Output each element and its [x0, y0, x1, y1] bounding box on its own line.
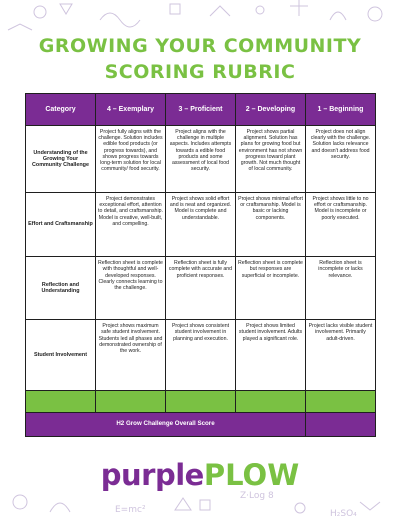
overall-score-cell[interactable]: [306, 412, 376, 436]
criteria-cell: Project shows limited student involvement. Adults played a significant role.: [236, 320, 306, 391]
header-exemplary: 4 – Exemplary: [96, 94, 166, 126]
category-cell: Understanding of the Growing Your Community Challenge: [26, 126, 96, 193]
criteria-cell: Project shows minimal effort or craftsmanship. Model is basic or lacking components.: [236, 193, 306, 257]
category-cell: Reflection and Understanding: [26, 257, 96, 320]
score-cell[interactable]: [166, 391, 236, 412]
criteria-cell: Project demonstrates exceptional effort, attention to detail, and craftsmanship. Model is creative, well-built, and compelling.: [96, 193, 166, 257]
criteria-cell: Project shows partial alignment. Solution has plans for growing food but environment has not shown progress toward plant growth. Not much thought of local community.: [236, 126, 306, 193]
overall-score-row: [26, 412, 376, 436]
score-cell[interactable]: [306, 391, 376, 412]
criteria-cell: Project shows consistent student involvement in planning and execution.: [166, 320, 236, 391]
page-title: [0, 33, 400, 85]
category-cell: Student Involvement: [26, 320, 96, 391]
logo-word-plow: PLOW: [203, 458, 300, 492]
criteria-cell: Reflection sheet is incomplete or lacks relevance.: [306, 257, 376, 320]
table-row: [26, 257, 376, 320]
criteria-cell: Reflection sheet is complete but responses are superficial or incomplete.: [236, 257, 306, 320]
title-line-2: SCORING RUBRIC: [104, 61, 296, 83]
logo-word-purple: purple: [100, 458, 204, 492]
criteria-cell: Project shows little to no effort or craftsmanship. Model is incomplete or poorly executed.: [306, 193, 376, 257]
header-proficient: 3 – Proficient: [166, 94, 236, 126]
criteria-cell: Project shows maximum safe student involvement. Students led all phases and demonstrated ownership of the work.: [96, 320, 166, 391]
table-row: [26, 126, 376, 193]
category-cell: Effort and Craftsmanship: [26, 193, 96, 257]
rubric-header-row: [26, 94, 376, 126]
title-line-1: GROWING YOUR COMMUNITY: [38, 35, 362, 57]
header-beginning: 1 – Beginning: [306, 94, 376, 126]
header-developing: 2 – Developing: [236, 94, 306, 126]
header-category: Category: [26, 94, 96, 126]
doodle-formula-h2so4: H₂SO₄: [330, 509, 357, 518]
table-row: [26, 320, 376, 391]
criteria-cell: Project fully aligns with the challenge. Solution includes edible food products (or progress towards), and shows progress towards long-term solution for local community/ food security.: [96, 126, 166, 193]
scoring-rubric-table: [25, 93, 376, 437]
score-cell[interactable]: [236, 391, 306, 412]
doodle-formula-log: Z·Log 8: [240, 491, 274, 501]
score-cell[interactable]: [96, 391, 166, 412]
score-cell[interactable]: [26, 391, 96, 412]
purple-plow-logo: [0, 458, 400, 492]
criteria-cell: Project shows solid effort and is neat and organized. Model is complete and understandable.: [166, 193, 236, 257]
score-entry-row: [26, 391, 376, 412]
criteria-cell: Project lacks visible student involvement. Primarily adult-driven.: [306, 320, 376, 391]
table-row: [26, 193, 376, 257]
criteria-cell: Reflection sheet is complete with thoughtful and well-developed responses. Clearly connects learning to the challenge.: [96, 257, 166, 320]
criteria-cell: Project does not align clearly with the challenge. Solution lacks relevance and doesn't address food security.: [306, 126, 376, 193]
doodle-formula-emc: E=mc²: [115, 505, 146, 515]
overall-score-label: H2 Grow Challenge Overall Score: [26, 412, 306, 436]
criteria-cell: Project aligns with the challenge in multiple aspects. Includes attempts towards a edible food products and some assessment of local food security.: [166, 126, 236, 193]
criteria-cell: Reflection sheet is fully complete with accurate and proficient responses.: [166, 257, 236, 320]
